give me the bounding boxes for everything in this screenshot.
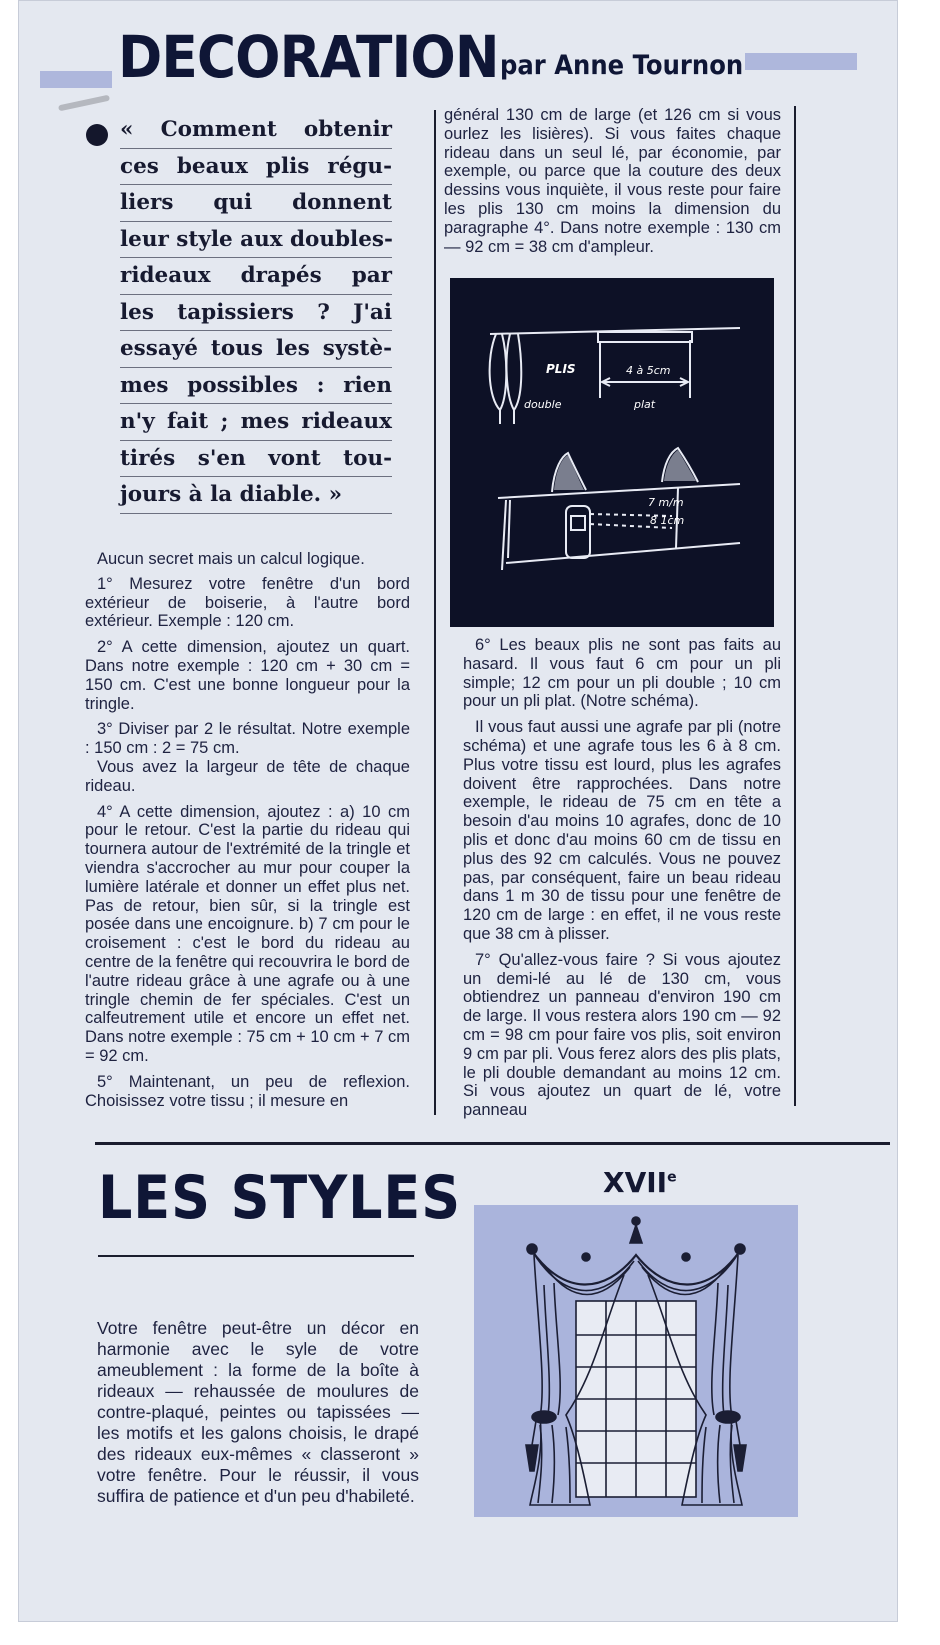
diagram-label-8cm: 8 1cm — [650, 514, 685, 527]
right-column-bottom-text — [463, 636, 781, 1127]
curtain-illustration-drawing — [474, 1205, 798, 1517]
left-column-text — [85, 550, 410, 1117]
styles-title-underline — [98, 1255, 414, 1257]
quote-line: rideaux drapés par — [120, 258, 392, 295]
quote-line: liers qui donnent — [120, 185, 392, 222]
header-band-left — [40, 71, 112, 88]
diagram-label-plis: PLIS — [546, 362, 576, 376]
step-4: 4° A cette dimension, ajoutez : a) 10 cm pour le retour. C'est la partie du rideau qui tournera autour de l'extrémité de la tringle et viendra s'accrocher au mur pour couper la lumière latérale et donner un effet plus net. Pas de retour, bien sûr, si la tringle est posée dans une encoignure. b) 7 cm pour le croisement : c'est le bord du rideau au centre de la fenêtre qui recouvrira le bord de l'autre rideau grâce à une agrafe ou à une tringle chemin de fer spéciales. C'est un calfeutrement utile et encore un effet net. Dans notre exemple : 75 cm + 10 cm + 7 cm = 92 cm. — [85, 802, 410, 1065]
step-3-note: Vous avez la largeur de tête de chaque rideau. — [85, 757, 410, 795]
diagram-label-double: double — [524, 398, 562, 411]
step-7: 7° Qu'allez-vous faire ? Si vous ajoutez un demi-lé au lé de 130 cm, vous obtiendrez un panneau d'environ 190 cm de large. Il vous restera alors 190 cm — 92 cm = 98 cm pour faire vos plis, soit environ 9 cm par pli. Vous ferez alors des plis plats, le pli double demandant au moins 12 cm. Si vous ajoutez un quart de lé, votre panneau — [463, 950, 781, 1120]
right-column-top-text — [444, 106, 781, 263]
quote-line: « Comment obtenir — [120, 112, 392, 149]
quote-line: ces beaux plis régu- — [120, 149, 392, 186]
quote-line: les tapissiers ? J'ai — [120, 295, 392, 332]
step-6-note: Il vous faut aussi une agrafe par pli (notre schéma) et une agrafe tous les 6 à 8 cm. Plus votre tissu est lourd, plus les agrafes doivent être rapprochées. Dans notre exemple, le rideau de 75 cm en tête a besoin d'au moins 10 agrafes, donc de 10 plis et donc d'au moins 60 cm de tissu en plus des 92 cm calculés. Vous ne pouvez pas, par conséquent, faire un beau rideau dans 1 m 30 de tissu pour une fenêtre de 120 cm de large : en effet, il ne vous reste que 38 cm à plisser. — [463, 718, 781, 943]
curtain-illustration — [474, 1205, 798, 1517]
diagram-label-7mm: 7 m/m — [648, 496, 684, 509]
styles-section-title: LES STYLES — [98, 1163, 462, 1233]
quote-line: tirés s'en vont tou- — [120, 441, 392, 478]
step-2: 2° A cette dimension, ajoutez un quart. Dans notre exemple : 120 cm + 30 cm = 150 cm. C'est une bonne longueur pour la tringle. — [85, 638, 410, 713]
column-rule-middle — [434, 110, 436, 1115]
quote-line: essayé tous les systè- — [120, 331, 392, 368]
diagram-label-plat: plat — [634, 398, 656, 411]
pleats-diagram-drawing — [450, 278, 774, 627]
century-roman: XVII — [603, 1166, 668, 1199]
quote-line: leur style aux doubles- — [120, 222, 392, 259]
styles-paragraph: Votre fenêtre peut-être un décor en harmonie avec le syle de votre ameublement : la forme de la boîte à rideaux — rehaussée de moulures de contre-plaqué, peintes ou tapissées — les motifs et les galons choisis, le drapé des rideaux eux-mêmes « classeront » votre fenêtre. Pour le réussir, il vous suffira de patience et d'un peu d'habileté. — [97, 1318, 419, 1506]
step-1: 1° Mesurez votre fenêtre d'un bord extérieur de boiserie, à l'autre bord extérieur. Exemple : 120 cm. — [85, 574, 410, 631]
step-3: 3° Diviser par 2 le résultat. Notre exemple : 150 cm : 2 = 75 cm. — [85, 720, 410, 758]
quote-line: mes possibles : rien — [120, 368, 392, 405]
quote-line: n'y fait ; mes rideaux — [120, 404, 392, 441]
reader-question — [120, 112, 392, 514]
century-label — [603, 1166, 677, 1199]
diagram-label-width: 4 à 5cm — [626, 364, 671, 377]
step-6: 6° Les beaux plis ne sont pas faits au hasard. Il vous faut 6 cm pour un pli simple; 12 cm pour un pli double ; 10 cm pour un pli plat. (Notre schéma). — [463, 636, 781, 711]
step-5: 5° Maintenant, un peu de reflexion. Choisissez votre tissu ; il mesure en — [85, 1072, 410, 1110]
quote-line: jours à la diable. » — [120, 477, 392, 514]
step-5-continued: général 130 cm de large (et 126 cm si vous ourlez les lisières). Si vous faites chaque rideau dans un seul lé, par économie, par exemple, ou parce que la couture des deux dessins vous inquiète, il vous reste pour faire les plis 130 cm moins la dimension du paragraphe 4°. Dans notre exemple : 130 cm — 92 cm = 38 cm d'ampleur. — [444, 106, 781, 256]
section-divider — [95, 1142, 890, 1145]
column-rule-right — [794, 106, 796, 1106]
bullet-dot — [86, 124, 108, 146]
header-band-right — [745, 53, 857, 70]
page-title: DECORATION — [118, 23, 499, 91]
century-suffix: e — [667, 1169, 677, 1186]
lead-sentence: Aucun secret mais un calcul logique. — [97, 550, 365, 568]
pleats-diagram — [450, 278, 774, 627]
byline: par Anne Tournon — [500, 50, 744, 81]
